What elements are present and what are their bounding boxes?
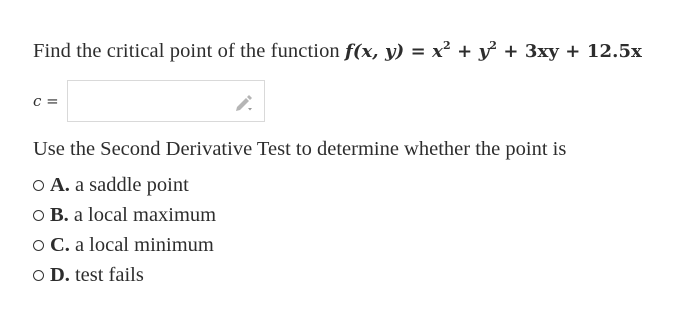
pencil-icon[interactable] (234, 93, 254, 111)
function-expression (345, 41, 642, 62)
option-d[interactable] (33, 260, 216, 290)
answer-label: c = (33, 92, 59, 110)
radio-button[interactable] (33, 240, 44, 251)
option-b[interactable] (33, 200, 216, 230)
option-text: a saddle point (74, 173, 189, 196)
exponent-x: 2 (442, 39, 451, 52)
answer-input[interactable] (68, 81, 244, 119)
answer-row (33, 80, 265, 122)
exponent-y: 2 (489, 39, 497, 52)
answer-field[interactable] (67, 80, 265, 122)
instruction-text: Use the Second Derivative Test to determine whether the point is (33, 138, 567, 160)
option-text: test fails (74, 263, 144, 286)
option-letter: B. (50, 203, 69, 226)
plus-sign: + (450, 41, 479, 62)
term-y: y (478, 41, 490, 62)
options-list (33, 170, 216, 290)
term-x: x (432, 41, 443, 62)
option-letter: C. (50, 233, 70, 256)
radio-button[interactable] (33, 270, 44, 281)
option-letter: A. (50, 173, 70, 196)
option-letter: D. (50, 263, 70, 286)
radio-button[interactable] (33, 180, 44, 191)
question-text (33, 40, 642, 63)
question-prefix: Find the critical point of the function (33, 40, 346, 62)
radio-button[interactable] (33, 210, 44, 221)
function-rest: + 3xy + 12.5x (497, 41, 642, 62)
option-text: a local maximum (73, 203, 217, 226)
option-c[interactable] (33, 230, 216, 260)
function-lhs: f(x, y) (345, 41, 405, 62)
equals-sign: = (404, 41, 433, 62)
option-text: a local minimum (74, 233, 214, 256)
option-a[interactable] (33, 170, 216, 200)
